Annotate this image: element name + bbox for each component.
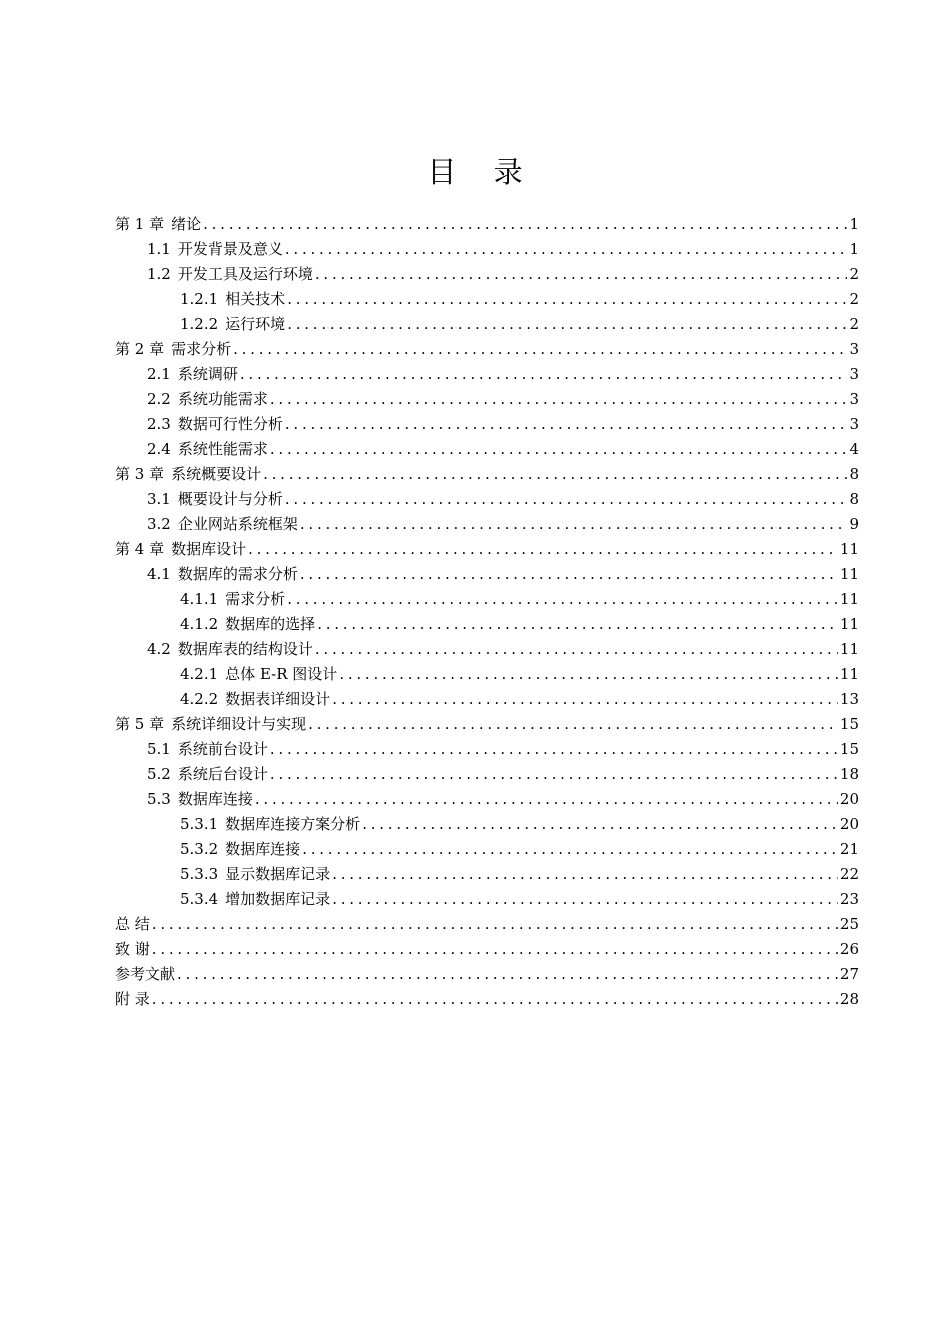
toc-dot-leader (152, 987, 838, 1012)
toc-entry-page: 11 (839, 640, 859, 658)
toc-entry-title: 数据库连接 (177, 790, 253, 808)
toc-entry-number: 2.2 (147, 390, 171, 408)
toc-entry-page: 2 (849, 315, 859, 333)
toc-entry-number: 第 1 章 (115, 215, 165, 233)
toc-dot-leader (317, 612, 838, 637)
toc-dot-leader (332, 687, 838, 712)
toc-entry-page: 2 (849, 290, 859, 308)
toc-entry-title: 系统前台设计 (177, 740, 268, 758)
toc-entry[interactable] (115, 737, 859, 762)
toc-entry-number: 4.1.2 (180, 615, 219, 633)
toc-entry[interactable] (115, 762, 859, 787)
toc-dot-leader (248, 537, 838, 562)
toc-entry[interactable] (115, 512, 859, 537)
toc-entry[interactable] (115, 887, 859, 912)
toc-entry-number: 第 5 章 (115, 715, 165, 733)
toc-entry-number: 5.3.3 (180, 865, 219, 883)
toc-entry-page: 26 (839, 940, 859, 958)
toc-dot-leader (332, 887, 838, 912)
toc-entry-page: 3 (849, 365, 859, 383)
toc-entry-number: 5.3.2 (180, 840, 219, 858)
toc-entry-title: 附 录 (115, 990, 150, 1008)
toc-entry[interactable] (115, 212, 859, 237)
toc-dot-leader (285, 237, 848, 262)
toc-entry-page: 20 (839, 815, 859, 833)
toc-entry-page: 9 (849, 515, 859, 533)
toc-entry-number: 2.4 (147, 440, 171, 458)
toc-dot-leader (270, 437, 848, 462)
toc-entry[interactable] (115, 387, 859, 412)
toc-entry-number: 5.3 (147, 790, 171, 808)
toc-entry-number: 5.1 (147, 740, 171, 758)
toc-entry-number: 2.1 (147, 365, 171, 383)
toc-entry-number: 1.2 (147, 265, 171, 283)
toc-entry[interactable] (115, 562, 859, 587)
toc-entry[interactable] (115, 712, 859, 737)
toc-dot-leader (152, 912, 838, 937)
toc-dot-leader (315, 637, 838, 662)
toc-dot-leader (255, 787, 838, 812)
toc-dot-leader (152, 937, 838, 962)
toc-entry-title: 数据库表的结构设计 (177, 640, 313, 658)
toc-dot-leader (203, 212, 847, 237)
toc-entry-page: 21 (839, 840, 859, 858)
toc-entry-number: 3.2 (147, 515, 171, 533)
toc-entry-title: 数据库的需求分析 (177, 565, 298, 583)
toc-entry-page: 3 (849, 415, 859, 433)
toc-entry[interactable] (115, 787, 859, 812)
toc-entry[interactable] (115, 487, 859, 512)
toc-entry-title: 数据库的选择 (225, 615, 316, 633)
toc-dot-leader (362, 812, 838, 837)
toc-dot-leader (270, 387, 848, 412)
toc-entry-title: 数据库连接方案分析 (225, 815, 361, 833)
toc-entry-page: 11 (839, 590, 859, 608)
toc-entry-title: 数据库连接 (225, 840, 301, 858)
toc-entry-page: 8 (849, 465, 859, 483)
toc-dot-leader (332, 862, 838, 887)
toc-entry-page: 11 (839, 665, 859, 683)
toc-dot-leader (287, 587, 838, 612)
toc-entry-title: 开发工具及运行环境 (177, 265, 313, 283)
toc-dot-leader (270, 762, 838, 787)
toc-dot-leader (285, 412, 848, 437)
toc-entry-number: 第 2 章 (115, 340, 165, 358)
toc-entry-page: 25 (839, 915, 859, 933)
toc-entry[interactable] (115, 312, 859, 337)
toc-dot-leader (300, 562, 838, 587)
toc-entry-number: 5.3.1 (180, 815, 219, 833)
toc-dot-leader (240, 362, 848, 387)
toc-dot-leader (285, 487, 848, 512)
toc-entry-title: 系统功能需求 (177, 390, 268, 408)
toc-entry[interactable] (115, 812, 859, 837)
toc-dot-leader (177, 962, 838, 987)
toc-dot-leader (233, 337, 847, 362)
toc-entry-page: 18 (839, 765, 859, 783)
toc-entry[interactable] (115, 537, 859, 562)
toc-entry-title: 系统概要设计 (171, 465, 262, 483)
toc-entry-page: 11 (839, 540, 859, 558)
toc-entry-title: 概要设计与分析 (177, 490, 283, 508)
toc-entry-page: 3 (849, 340, 859, 358)
toc-entry-page: 15 (839, 740, 859, 758)
table-of-contents (115, 212, 859, 1012)
toc-entry-title: 需求分析 (171, 340, 232, 358)
toc-dot-leader (263, 462, 847, 487)
toc-dot-leader (287, 312, 847, 337)
toc-dot-leader (300, 512, 848, 537)
toc-entry-title: 绪论 (171, 215, 202, 233)
toc-entry-title: 系统后台设计 (177, 765, 268, 783)
toc-entry-title: 致 谢 (115, 940, 150, 958)
toc-entry-title: 系统详细设计与实现 (171, 715, 307, 733)
toc-entry-title: 数据表详细设计 (225, 690, 331, 708)
toc-entry[interactable] (115, 612, 859, 637)
toc-entry-number: 1.2.1 (180, 290, 219, 308)
toc-entry-number: 2.3 (147, 415, 171, 433)
toc-entry-number: 4.2.1 (180, 665, 219, 683)
toc-entry[interactable] (115, 637, 859, 662)
toc-entry-number: 5.2 (147, 765, 171, 783)
toc-entry[interactable] (115, 937, 859, 962)
toc-entry[interactable] (115, 437, 859, 462)
toc-entry[interactable] (115, 862, 859, 887)
toc-entry-title: 参考文献 (115, 965, 176, 983)
toc-entry-title: 总 结 (115, 915, 150, 933)
toc-entry-title: 相关技术 (225, 290, 286, 308)
toc-entry-number: 1.1 (147, 240, 171, 258)
toc-entry-page: 2 (849, 265, 859, 283)
toc-entry-page: 22 (839, 865, 859, 883)
toc-entry-page: 20 (839, 790, 859, 808)
toc-entry-page: 23 (839, 890, 859, 908)
toc-entry-title: 运行环境 (225, 315, 286, 333)
toc-entry-number: 4.2 (147, 640, 171, 658)
toc-entry[interactable] (115, 362, 859, 387)
toc-dot-leader (339, 662, 838, 687)
toc-entry[interactable] (115, 337, 859, 362)
toc-entry[interactable] (115, 662, 859, 687)
toc-entry[interactable] (115, 237, 859, 262)
toc-entry[interactable] (115, 412, 859, 437)
toc-entry-title: 系统调研 (177, 365, 238, 383)
toc-entry-title: 需求分析 (225, 590, 286, 608)
toc-entry-page: 15 (839, 715, 859, 733)
toc-entry-page: 28 (839, 990, 859, 1008)
toc-entry-title: 增加数据库记录 (225, 890, 331, 908)
toc-entry-page: 1 (849, 240, 859, 258)
toc-entry-page: 27 (839, 965, 859, 983)
toc-entry-page: 11 (839, 615, 859, 633)
toc-entry[interactable] (115, 837, 859, 862)
toc-entry-number: 5.3.4 (180, 890, 219, 908)
toc-entry-title: 企业网站系统框架 (177, 515, 298, 533)
toc-entry-title: 显示数据库记录 (225, 865, 331, 883)
toc-entry[interactable] (115, 687, 859, 712)
toc-dot-leader (308, 712, 838, 737)
toc-entry[interactable] (115, 262, 859, 287)
toc-entry-number: 4.1 (147, 565, 171, 583)
toc-entry-page: 11 (839, 565, 859, 583)
toc-entry-page: 1 (849, 215, 859, 233)
toc-dot-leader (315, 262, 848, 287)
toc-entry-title: 数据库设计 (171, 540, 247, 558)
toc-entry-page: 8 (849, 490, 859, 508)
toc-dot-leader (270, 737, 838, 762)
toc-entry[interactable] (115, 462, 859, 487)
toc-dot-leader (302, 837, 838, 862)
toc-entry-number: 3.1 (147, 490, 171, 508)
toc-entry[interactable] (115, 912, 859, 937)
toc-entry-number: 第 4 章 (115, 540, 165, 558)
toc-dot-leader (287, 287, 847, 312)
toc-entry-number: 4.2.2 (180, 690, 219, 708)
toc-entry[interactable] (115, 287, 859, 312)
toc-entry-title: 开发背景及意义 (177, 240, 283, 258)
toc-entry-page: 4 (849, 440, 859, 458)
toc-entry-title: 系统性能需求 (177, 440, 268, 458)
toc-entry-page: 13 (839, 690, 859, 708)
toc-entry-title: 总体 E-R 图设计 (225, 665, 338, 683)
toc-entry[interactable] (115, 587, 859, 612)
toc-entry-number: 4.1.1 (180, 590, 219, 608)
toc-entry-number: 第 3 章 (115, 465, 165, 483)
page-title: 目 录 (427, 155, 537, 189)
toc-entry-number: 1.2.2 (180, 315, 219, 333)
toc-entry-page: 3 (849, 390, 859, 408)
toc-entry[interactable] (115, 987, 859, 1012)
toc-entry[interactable] (115, 962, 859, 987)
toc-entry-title: 数据可行性分析 (177, 415, 283, 433)
